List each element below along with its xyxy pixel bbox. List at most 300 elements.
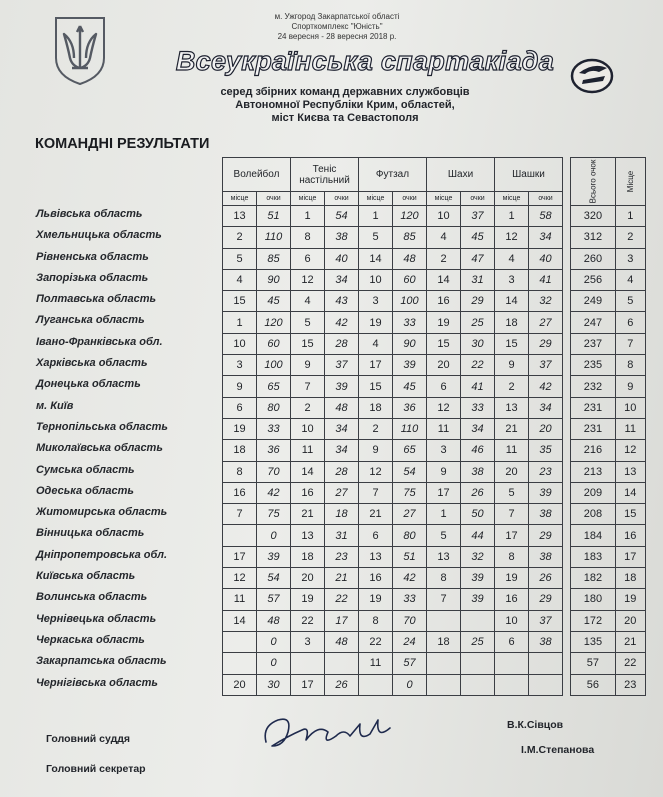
final-place-cell: 10: [615, 397, 645, 418]
region-name: Чернівецька область: [36, 612, 157, 625]
place-cell: 1: [223, 312, 257, 333]
points-cell: 48: [325, 631, 359, 652]
spartak-logo-icon: [569, 56, 615, 96]
total-points-cell: 237: [571, 333, 616, 354]
results-table: [222, 157, 646, 696]
points-cell: 37: [529, 610, 563, 631]
place-cell: 18: [427, 631, 461, 652]
place-cell: 8: [291, 227, 325, 248]
chief-judge-name: В.К.Сівцов: [507, 719, 564, 731]
place-cell: 20: [291, 568, 325, 589]
final-place-cell: 13: [615, 461, 645, 482]
subtitle-line: міст Києва та Севастополя: [271, 112, 419, 124]
final-place-cell: 15: [615, 504, 645, 525]
points-cell: 23: [529, 461, 563, 482]
place-cell: 17: [427, 482, 461, 503]
points-cell: 34: [325, 440, 359, 461]
total-points-cell: 260: [571, 248, 616, 269]
place-cell: 3: [223, 355, 257, 376]
total-points-cell: 249: [571, 291, 616, 312]
place-cell: 16: [359, 568, 393, 589]
sub-points: очки: [325, 192, 359, 206]
place-cell: 10: [359, 269, 393, 290]
place-cell: 3: [291, 631, 325, 652]
place-cell: 11: [427, 418, 461, 439]
place-cell: 4: [291, 291, 325, 312]
venue-info: [262, 12, 412, 42]
place-cell: 20: [495, 461, 529, 482]
subtitle-line: серед збірних команд державних службовців: [220, 86, 470, 98]
table-row: [223, 418, 646, 439]
final-place-cell: 17: [615, 546, 645, 567]
col-tennis-line: настільний: [299, 174, 350, 186]
points-cell: 29: [461, 291, 495, 312]
place-cell: 5: [495, 482, 529, 503]
total-points-cell: 235: [571, 355, 616, 376]
points-cell: 58: [529, 206, 563, 227]
place-cell: 4: [359, 333, 393, 354]
place-cell: 4: [495, 248, 529, 269]
total-points-cell: 231: [571, 397, 616, 418]
points-cell: 43: [325, 291, 359, 312]
points-cell: 50: [461, 504, 495, 525]
place-cell: 5: [427, 525, 461, 546]
points-cell: 57: [257, 589, 291, 610]
place-cell: 9: [223, 376, 257, 397]
final-place-cell: 1: [615, 206, 645, 227]
place-cell: [223, 525, 257, 546]
place-cell: 14: [223, 610, 257, 631]
chief-secretary-name: І.М.Степанова: [521, 744, 595, 756]
points-cell: 33: [393, 589, 427, 610]
col-total-label: Всього очок: [588, 159, 598, 204]
points-cell: 40: [325, 248, 359, 269]
region-name: Рівненська область: [36, 250, 149, 263]
sub-place: місце: [359, 192, 393, 206]
place-cell: 10: [223, 333, 257, 354]
place-cell: 6: [427, 376, 461, 397]
table-row: [223, 504, 646, 525]
points-cell: 38: [529, 504, 563, 525]
region-name: Івано-Франківська обл.: [36, 335, 163, 348]
total-points-cell: 231: [571, 418, 616, 439]
subtitle-line: Автономної Республіки Крим, областей,: [235, 99, 455, 111]
region-name: Хмельницька область: [36, 229, 162, 242]
place-cell: 4: [427, 227, 461, 248]
points-cell: 39: [325, 376, 359, 397]
final-place-cell: 20: [615, 610, 645, 631]
points-cell: 36: [257, 440, 291, 461]
points-cell: 51: [257, 206, 291, 227]
region-name: м. Київ: [36, 399, 74, 412]
points-cell: 26: [325, 674, 359, 695]
points-cell: 34: [529, 227, 563, 248]
table-row: [223, 482, 646, 503]
points-cell: 32: [529, 291, 563, 312]
place-cell: 7: [427, 589, 461, 610]
points-cell: 80: [257, 397, 291, 418]
points-cell: 41: [529, 269, 563, 290]
final-place-cell: 12: [615, 440, 645, 461]
place-cell: 11: [291, 440, 325, 461]
final-place-cell: 8: [615, 355, 645, 376]
points-cell: [529, 653, 563, 674]
total-points-cell: 312: [571, 227, 616, 248]
place-cell: 19: [495, 568, 529, 589]
place-cell: 14: [495, 291, 529, 312]
region-name: Дніпропетровська обл.: [36, 548, 168, 561]
final-place-cell: 22: [615, 653, 645, 674]
points-cell: 22: [325, 589, 359, 610]
place-cell: 7: [495, 504, 529, 525]
place-cell: 13: [359, 546, 393, 567]
points-cell: 39: [257, 546, 291, 567]
final-place-cell: 21: [615, 631, 645, 652]
place-cell: 2: [359, 418, 393, 439]
venue-complex: Спорткомплекс "Юність": [291, 22, 383, 31]
points-cell: 32: [461, 546, 495, 567]
place-cell: 18: [495, 312, 529, 333]
place-cell: 10: [427, 206, 461, 227]
points-cell: 39: [461, 568, 495, 589]
region-name: Київська область: [36, 570, 136, 583]
total-points-cell: 184: [571, 525, 616, 546]
points-cell: 45: [393, 376, 427, 397]
points-cell: 45: [461, 227, 495, 248]
points-cell: 46: [461, 440, 495, 461]
place-cell: 9: [359, 440, 393, 461]
place-cell: 1: [427, 504, 461, 525]
event-title: Всеукраїнська спартакіада: [175, 46, 555, 76]
region-name: Львівська область: [36, 208, 143, 220]
total-points-cell: 57: [571, 653, 616, 674]
points-cell: 39: [461, 589, 495, 610]
final-place-cell: 7: [615, 333, 645, 354]
total-points-cell: 320: [571, 206, 616, 227]
place-cell: 18: [223, 440, 257, 461]
points-cell: [461, 674, 495, 695]
place-cell: 6: [291, 248, 325, 269]
points-cell: 18: [325, 504, 359, 525]
total-points-cell: 182: [571, 568, 616, 589]
place-cell: 2: [291, 397, 325, 418]
place-cell: 20: [223, 674, 257, 695]
place-cell: 2: [427, 248, 461, 269]
points-cell: 38: [325, 227, 359, 248]
place-cell: 8: [495, 546, 529, 567]
points-cell: 27: [529, 312, 563, 333]
points-cell: 44: [461, 525, 495, 546]
table-row: [223, 227, 646, 248]
place-cell: [427, 653, 461, 674]
points-cell: 110: [393, 418, 427, 439]
points-cell: 57: [393, 653, 427, 674]
points-cell: [325, 653, 359, 674]
place-cell: 1: [359, 206, 393, 227]
place-cell: [427, 610, 461, 631]
sub-place: місце: [291, 192, 325, 206]
points-cell: 17: [325, 610, 359, 631]
total-points-cell: 213: [571, 461, 616, 482]
col-chess: Шахи: [427, 158, 495, 192]
table-row: [223, 397, 646, 418]
region-name: Волинська область: [36, 591, 148, 604]
table-row: [223, 610, 646, 631]
points-cell: 100: [257, 355, 291, 376]
points-cell: 29: [529, 589, 563, 610]
place-cell: 11: [223, 589, 257, 610]
place-cell: 9: [495, 355, 529, 376]
place-cell: 14: [427, 269, 461, 290]
place-cell: 16: [495, 589, 529, 610]
table-row: [223, 376, 646, 397]
place-cell: 8: [427, 568, 461, 589]
points-cell: 28: [325, 461, 359, 482]
region-name: Полтавська область: [36, 293, 157, 306]
table-row: [223, 291, 646, 312]
total-points-cell: 172: [571, 610, 616, 631]
col-tennis-line: Теніс: [312, 163, 337, 175]
points-cell: 120: [257, 312, 291, 333]
place-cell: [495, 653, 529, 674]
table-row: [223, 355, 646, 376]
region-name: Черкаська область: [36, 633, 145, 646]
points-cell: 60: [257, 333, 291, 354]
final-place-cell: 6: [615, 312, 645, 333]
region-name: Житомирська область: [36, 506, 168, 519]
points-cell: 26: [529, 568, 563, 589]
place-cell: 12: [427, 397, 461, 418]
chief-judge-label: Головний суддя: [46, 733, 131, 745]
place-cell: 13: [495, 397, 529, 418]
points-cell: 54: [325, 206, 359, 227]
place-cell: 3: [359, 291, 393, 312]
event-dates: 24 вересня - 28 вересня 2018 р.: [277, 32, 397, 41]
col-place: [615, 158, 645, 206]
total-points-cell: 247: [571, 312, 616, 333]
col-volleyball: Волейбол: [223, 158, 291, 192]
place-cell: 19: [223, 418, 257, 439]
coat-of-arms-icon: [50, 14, 110, 86]
points-cell: 37: [461, 206, 495, 227]
table-row: [223, 568, 646, 589]
points-cell: 21: [325, 568, 359, 589]
place-cell: 16: [427, 291, 461, 312]
place-cell: 17: [291, 674, 325, 695]
region-name: Запорізька область: [36, 271, 149, 284]
total-points-cell: 135: [571, 631, 616, 652]
table-row: [223, 525, 646, 546]
place-cell: 13: [291, 525, 325, 546]
points-cell: 48: [325, 397, 359, 418]
points-cell: 75: [393, 482, 427, 503]
place-cell: 19: [291, 589, 325, 610]
points-cell: 37: [529, 355, 563, 376]
venue-city: м. Ужгород Закарпатської області: [274, 12, 400, 21]
points-cell: 31: [325, 525, 359, 546]
points-cell: 40: [529, 248, 563, 269]
points-cell: 90: [393, 333, 427, 354]
points-cell: 48: [257, 610, 291, 631]
place-cell: 22: [291, 610, 325, 631]
points-cell: 0: [257, 525, 291, 546]
points-cell: 34: [529, 397, 563, 418]
points-cell: 70: [393, 610, 427, 631]
final-place-cell: 19: [615, 589, 645, 610]
col-total: [571, 158, 616, 206]
place-cell: 12: [223, 568, 257, 589]
col-tennis: [291, 158, 359, 192]
header-row: [223, 158, 646, 192]
total-points-cell: 180: [571, 589, 616, 610]
points-cell: 80: [393, 525, 427, 546]
col-place-label: Місце: [625, 170, 635, 193]
points-cell: 23: [325, 546, 359, 567]
final-place-cell: 3: [615, 248, 645, 269]
total-points-cell: 183: [571, 546, 616, 567]
points-cell: 20: [529, 418, 563, 439]
place-cell: 10: [291, 418, 325, 439]
place-cell: 21: [291, 504, 325, 525]
place-cell: 21: [359, 504, 393, 525]
table-row: [223, 312, 646, 333]
place-cell: 7: [223, 504, 257, 525]
table-row: [223, 440, 646, 461]
points-cell: 54: [393, 461, 427, 482]
table-row: [223, 269, 646, 290]
points-cell: 0: [393, 674, 427, 695]
points-cell: 47: [461, 248, 495, 269]
final-place-cell: 2: [615, 227, 645, 248]
points-cell: 33: [393, 312, 427, 333]
place-cell: 6: [495, 631, 529, 652]
points-cell: 41: [461, 376, 495, 397]
points-cell: 100: [393, 291, 427, 312]
results-body: [223, 206, 646, 696]
region-name: Сумська область: [36, 463, 135, 476]
points-cell: 29: [529, 525, 563, 546]
place-cell: [427, 674, 461, 695]
region-name: Донецька область: [36, 378, 141, 391]
place-cell: 19: [427, 312, 461, 333]
place-cell: 15: [291, 333, 325, 354]
points-cell: 65: [257, 376, 291, 397]
place-cell: 6: [359, 525, 393, 546]
place-cell: 13: [427, 546, 461, 567]
sub-points: очки: [257, 192, 291, 206]
region-name: Миколаївська область: [36, 442, 163, 455]
points-cell: 36: [393, 397, 427, 418]
place-cell: 2: [223, 227, 257, 248]
final-place-cell: 9: [615, 376, 645, 397]
points-cell: 38: [529, 631, 563, 652]
sub-place: місце: [495, 192, 529, 206]
total-points-cell: 256: [571, 269, 616, 290]
final-place-cell: 4: [615, 269, 645, 290]
place-cell: 12: [359, 461, 393, 482]
place-cell: 11: [495, 440, 529, 461]
place-cell: 17: [223, 546, 257, 567]
points-cell: 33: [257, 418, 291, 439]
col-draughts: Шашки: [495, 158, 563, 192]
points-cell: 51: [393, 546, 427, 567]
final-place-cell: 16: [615, 525, 645, 546]
place-cell: 12: [495, 227, 529, 248]
points-cell: 22: [461, 355, 495, 376]
place-cell: 7: [291, 376, 325, 397]
points-cell: 35: [529, 440, 563, 461]
table-row: [223, 333, 646, 354]
place-cell: 14: [291, 461, 325, 482]
points-cell: 60: [393, 269, 427, 290]
place-cell: 14: [359, 248, 393, 269]
chief-secretary-label: Головний секретар: [46, 763, 146, 775]
points-cell: 38: [529, 546, 563, 567]
points-cell: 30: [461, 333, 495, 354]
table-row: [223, 546, 646, 567]
place-cell: 15: [359, 376, 393, 397]
points-cell: 31: [461, 269, 495, 290]
table-row: [223, 674, 646, 695]
place-cell: 16: [223, 482, 257, 503]
final-place-cell: 23: [615, 674, 645, 695]
place-cell: 5: [223, 248, 257, 269]
event-subtitle: [180, 86, 510, 125]
place-cell: 9: [291, 355, 325, 376]
final-place-cell: 18: [615, 568, 645, 589]
place-cell: 5: [359, 227, 393, 248]
points-cell: 42: [325, 312, 359, 333]
points-cell: 28: [325, 333, 359, 354]
place-cell: 22: [359, 631, 393, 652]
results-heading: КОМАНДНІ РЕЗУЛЬТАТИ: [35, 136, 210, 152]
points-cell: 42: [393, 568, 427, 589]
place-cell: 7: [359, 482, 393, 503]
region-name: Одеська область: [36, 484, 134, 497]
place-cell: 2: [495, 376, 529, 397]
place-cell: 18: [291, 546, 325, 567]
place-cell: 5: [291, 312, 325, 333]
points-cell: 65: [393, 440, 427, 461]
total-points-cell: 232: [571, 376, 616, 397]
place-cell: [495, 674, 529, 695]
points-cell: 25: [461, 631, 495, 652]
points-cell: 75: [257, 504, 291, 525]
points-cell: 42: [257, 482, 291, 503]
region-name: Закарпатська область: [36, 655, 167, 668]
points-cell: 120: [393, 206, 427, 227]
total-points-cell: 208: [571, 504, 616, 525]
place-cell: 3: [427, 440, 461, 461]
points-cell: 34: [325, 418, 359, 439]
place-cell: 11: [359, 653, 393, 674]
points-cell: [461, 653, 495, 674]
table-row: [223, 631, 646, 652]
points-cell: 0: [257, 653, 291, 674]
place-cell: [359, 674, 393, 695]
sub-place: місце: [223, 192, 257, 206]
points-cell: 27: [393, 504, 427, 525]
region-name: Луганська область: [36, 314, 145, 327]
points-cell: 90: [257, 269, 291, 290]
place-cell: 6: [223, 397, 257, 418]
region-name: Харківська область: [36, 357, 148, 370]
region-name: Чернігівська область: [36, 676, 158, 689]
points-cell: 37: [325, 355, 359, 376]
judge-signature: [258, 706, 398, 756]
place-cell: 1: [291, 206, 325, 227]
points-cell: 54: [257, 568, 291, 589]
